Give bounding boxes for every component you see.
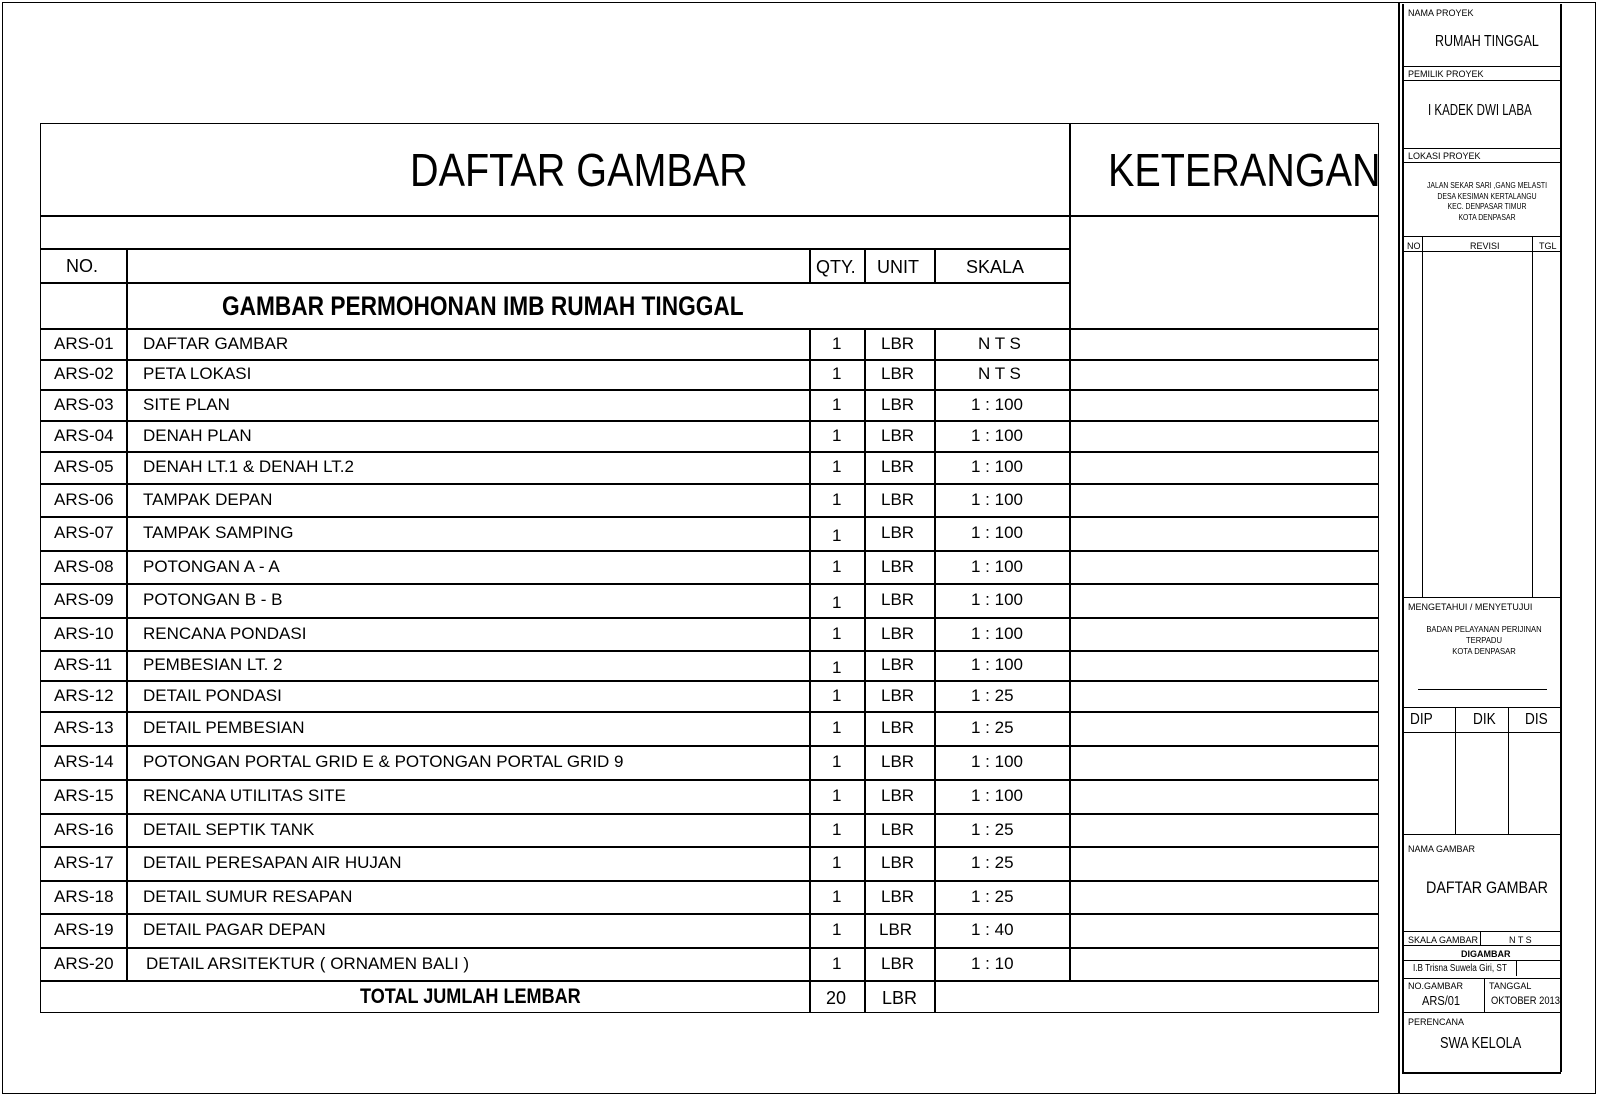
row-number: ARS-19 xyxy=(54,920,114,939)
signature-line xyxy=(1418,689,1547,690)
row-drawing-name: DENAH LT.1 & DENAH LT.2 xyxy=(143,457,354,476)
row-unit: LBR xyxy=(881,887,915,906)
title-block-bottom-border xyxy=(1402,1072,1561,1074)
row-scale: 1 : 100 xyxy=(971,523,1023,542)
drawn-by-label: DIGAMBAR xyxy=(1461,949,1511,959)
drawing-name-label: NAMA GAMBAR xyxy=(1408,844,1476,854)
row-qty: 1 xyxy=(832,334,842,353)
divider xyxy=(1402,162,1561,163)
row-drawing-name: DETAIL PAGAR DEPAN xyxy=(143,920,326,939)
row-qty: 1 xyxy=(832,658,842,677)
row-divider xyxy=(40,550,1379,552)
row-divider xyxy=(40,617,1379,619)
divider xyxy=(1402,80,1561,81)
total-unit: LBR xyxy=(882,988,918,1008)
revision-no-header: NO xyxy=(1407,241,1421,251)
divider xyxy=(1402,834,1561,835)
row-drawing-name: PEMBESIAN LT. 2 xyxy=(143,655,283,674)
row-drawing-name: DENAH PLAN xyxy=(143,426,252,445)
header-divider xyxy=(40,328,1379,330)
row-number: ARS-03 xyxy=(54,395,114,414)
row-divider xyxy=(40,913,1379,915)
drawing-no-col-line xyxy=(1484,978,1485,1012)
divider xyxy=(1402,707,1561,708)
row-drawing-name: DETAIL ARSITEKTUR ( ORNAMEN BALI ) xyxy=(146,954,470,973)
planner-name: SWA KELOLA xyxy=(1440,1035,1522,1052)
row-divider xyxy=(40,779,1379,781)
row-drawing-name: DETAIL PONDASI xyxy=(143,686,282,705)
row-scale: 1 : 100 xyxy=(971,490,1023,509)
row-drawing-name: DETAIL PEMBESIAN xyxy=(143,718,305,737)
header-divider xyxy=(40,282,1069,284)
sign-col-line xyxy=(1455,707,1456,834)
section-title: GAMBAR PERMOHONAN IMB RUMAH TINGGAL xyxy=(222,291,744,321)
row-divider xyxy=(40,650,1379,652)
row-drawing-name: DAFTAR GAMBAR xyxy=(143,334,289,353)
row-number: ARS-14 xyxy=(54,752,114,771)
row-qty: 1 xyxy=(832,557,842,576)
row-unit: LBR xyxy=(881,655,915,674)
unit-column-divider xyxy=(864,248,866,282)
row-unit: LBR xyxy=(881,334,915,353)
row-divider xyxy=(40,389,1379,391)
remarks-title: KETERANGAN xyxy=(1108,144,1381,196)
row-drawing-name: DETAIL PERESAPAN AIR HUJAN xyxy=(143,853,402,872)
row-qty: 1 xyxy=(832,364,842,383)
divider xyxy=(1402,597,1561,598)
title-block-left-border xyxy=(1398,2,1400,1094)
row-scale: 1 : 40 xyxy=(971,920,1014,939)
row-divider xyxy=(40,583,1379,585)
row-qty: 1 xyxy=(832,395,842,414)
row-number: ARS-12 xyxy=(54,686,114,705)
column-header-scale: SKALA xyxy=(966,257,1025,277)
row-drawing-name: RENCANA UTILITAS SITE xyxy=(143,786,346,805)
row-unit: LBR xyxy=(881,786,915,805)
row-number: ARS-11 xyxy=(54,655,113,674)
revision-col-line xyxy=(1422,236,1423,597)
row-scale: 1 : 100 xyxy=(971,752,1023,771)
row-scale: 1 : 25 xyxy=(971,718,1014,737)
row-scale: 1 : 25 xyxy=(971,686,1014,705)
row-scale: 1 : 100 xyxy=(971,395,1023,414)
row-divider xyxy=(40,483,1379,485)
row-qty: 1 xyxy=(832,426,842,445)
divider xyxy=(1402,148,1561,149)
divider xyxy=(1402,945,1561,946)
date-label: TANGGAL xyxy=(1489,981,1532,991)
row-drawing-name: DETAIL SEPTIK TANK xyxy=(143,820,315,839)
row-number: ARS-20 xyxy=(54,954,114,973)
row-qty: 1 xyxy=(832,820,842,839)
row-number: ARS-06 xyxy=(54,490,114,509)
drawn-by-box-line xyxy=(1516,961,1517,976)
sign-header-dip: DIP xyxy=(1410,711,1433,728)
row-divider xyxy=(40,420,1379,422)
row-scale: 1 : 100 xyxy=(971,655,1023,674)
drawing-no-label: NO.GAMBAR xyxy=(1408,981,1464,991)
row-scale: 1 : 25 xyxy=(971,820,1014,839)
row-divider xyxy=(40,846,1379,848)
row-drawing-name: PETA LOKASI xyxy=(143,364,252,383)
row-divider xyxy=(40,516,1379,518)
row-number: ARS-15 xyxy=(54,786,114,805)
row-qty: 1 xyxy=(832,593,842,612)
divider xyxy=(1402,931,1561,932)
row-number: ARS-10 xyxy=(54,624,114,643)
row-qty: 1 xyxy=(832,887,842,906)
divider xyxy=(1402,978,1561,979)
row-number: ARS-17 xyxy=(54,853,114,872)
row-qty: 1 xyxy=(832,686,842,705)
divider xyxy=(1402,732,1561,733)
divider xyxy=(1402,960,1561,961)
page-title: DAFTAR GAMBAR xyxy=(410,144,748,196)
planner-label: PERENCANA xyxy=(1408,1017,1465,1027)
total-label: TOTAL JUMLAH LEMBAR xyxy=(360,985,581,1008)
row-unit: LBR xyxy=(881,853,915,872)
row-qty: 1 xyxy=(832,457,842,476)
drawn-by: I.B Trisna Suwela Giri, ST xyxy=(1413,963,1507,974)
row-unit: LBR xyxy=(879,920,913,939)
row-scale: 1 : 25 xyxy=(971,853,1014,872)
row-unit: LBR xyxy=(881,624,915,643)
location-address xyxy=(1414,181,1560,223)
address-line: DESA KESIMAN KERTALANGU xyxy=(1437,191,1537,201)
row-number: ARS-13 xyxy=(54,718,114,737)
row-divider xyxy=(40,745,1379,747)
row-drawing-name: TAMPAK DEPAN xyxy=(143,490,273,509)
row-unit: LBR xyxy=(881,523,915,542)
divider xyxy=(1402,251,1561,252)
owner-name: I KADEK DWI LABA xyxy=(1428,102,1532,119)
row-number: ARS-18 xyxy=(54,887,114,906)
row-divider xyxy=(40,680,1379,682)
qty-column-divider xyxy=(809,248,811,282)
row-drawing-name: SITE PLAN xyxy=(143,395,230,414)
row-scale: 1 : 10 xyxy=(971,954,1014,973)
row-divider xyxy=(40,359,1379,361)
row-number: ARS-05 xyxy=(54,457,114,476)
qty-column-divider xyxy=(809,328,811,1013)
row-divider xyxy=(40,711,1379,713)
row-qty: 1 xyxy=(832,752,842,771)
scale-column-divider xyxy=(934,328,936,1013)
row-unit: LBR xyxy=(881,395,915,414)
row-qty: 1 xyxy=(832,624,842,643)
row-number: ARS-02 xyxy=(54,364,114,383)
row-scale: 1 : 100 xyxy=(971,457,1023,476)
row-divider xyxy=(40,947,1379,949)
total-divider xyxy=(40,980,1379,982)
project-name-label: NAMA PROYEK xyxy=(1408,8,1474,18)
column-header-unit: UNIT xyxy=(877,257,919,277)
row-unit: LBR xyxy=(881,718,915,737)
scale-value: N T S xyxy=(1509,935,1532,945)
date-value: OKTOBER 2013 xyxy=(1491,995,1560,1007)
row-unit: LBR xyxy=(881,590,915,609)
drawing-name: DAFTAR GAMBAR xyxy=(1426,878,1548,897)
row-qty: 1 xyxy=(832,786,842,805)
no-column-divider xyxy=(126,248,128,980)
row-unit: LBR xyxy=(881,490,915,509)
row-scale: 1 : 100 xyxy=(971,557,1023,576)
row-unit: LBR xyxy=(881,426,915,445)
row-divider xyxy=(40,880,1379,882)
row-drawing-name: RENCANA PONDASI xyxy=(143,624,307,643)
approval-authority xyxy=(1412,624,1556,657)
row-number: ARS-07 xyxy=(54,523,114,542)
row-scale: N T S xyxy=(978,364,1021,383)
project-name: RUMAH TINGGAL xyxy=(1435,33,1539,50)
revision-date-header: TGL xyxy=(1539,241,1557,251)
row-scale: 1 : 100 xyxy=(971,624,1023,643)
divider xyxy=(1402,66,1561,67)
sign-header-dik: DIK xyxy=(1473,711,1496,728)
row-unit: LBR xyxy=(881,752,915,771)
row-qty: 1 xyxy=(832,526,842,545)
sign-header-dis: DIS xyxy=(1525,711,1548,728)
row-drawing-name: POTONGAN B - B xyxy=(143,590,283,609)
scale-column-divider xyxy=(934,248,936,282)
approval-line: BADAN PELAYANAN PERIJINAN TERPADU xyxy=(1426,624,1542,645)
row-unit: LBR xyxy=(881,457,915,476)
owner-label: PEMILIK PROYEK xyxy=(1408,69,1484,79)
approval-line: KOTA DENPASAR xyxy=(1452,646,1516,656)
row-number: ARS-04 xyxy=(54,426,114,445)
title-block-right-border xyxy=(1560,4,1562,1072)
row-unit: LBR xyxy=(881,557,915,576)
row-divider xyxy=(40,451,1379,453)
row-qty: 1 xyxy=(832,490,842,509)
header-divider xyxy=(40,215,1379,217)
scale-label: SKALA GAMBAR xyxy=(1408,935,1479,945)
row-drawing-name: TAMPAK SAMPING xyxy=(143,523,294,542)
row-divider xyxy=(40,813,1379,815)
revision-col-line xyxy=(1532,236,1533,597)
row-number: ARS-01 xyxy=(54,334,114,353)
row-qty: 1 xyxy=(832,853,842,872)
row-scale: 1 : 100 xyxy=(971,590,1023,609)
row-scale: N T S xyxy=(978,334,1021,353)
row-qty: 1 xyxy=(832,920,842,939)
row-scale: 1 : 100 xyxy=(971,426,1023,445)
row-unit: LBR xyxy=(881,820,915,839)
row-unit: LBR xyxy=(881,364,915,383)
row-unit: LBR xyxy=(881,954,915,973)
column-header-no: NO. xyxy=(66,256,99,276)
scale-col-line xyxy=(1480,931,1481,945)
row-scale: 1 : 100 xyxy=(971,786,1023,805)
title-block-inner-border xyxy=(1402,4,1404,1072)
location-label: LOKASI PROYEK xyxy=(1408,151,1481,161)
address-line: KOTA DENPASAR xyxy=(1458,212,1516,222)
row-drawing-name: POTONGAN A - A xyxy=(143,557,280,576)
approval-label: MENGETAHUI / MENYETUJUI xyxy=(1408,602,1533,612)
column-header-qty: QTY. xyxy=(816,257,856,277)
sign-col-line xyxy=(1508,707,1509,834)
row-number: ARS-08 xyxy=(54,557,114,576)
unit-column-divider xyxy=(864,328,866,1013)
remarks-divider xyxy=(1069,123,1071,980)
address-line: JALAN SEKAR SARI ,GANG MELASTI xyxy=(1426,181,1548,190)
divider xyxy=(1402,236,1561,237)
row-drawing-name: POTONGAN PORTAL GRID E & POTONGAN PORTAL GRID 9 xyxy=(143,752,624,771)
header-divider xyxy=(40,248,1069,250)
row-drawing-name: DETAIL SUMUR RESAPAN xyxy=(143,887,353,906)
row-unit: LBR xyxy=(881,686,915,705)
row-qty: 1 xyxy=(832,954,842,973)
drawing-no: ARS/01 xyxy=(1422,993,1461,1008)
revision-header: REVISI xyxy=(1470,241,1500,251)
row-number: ARS-09 xyxy=(54,590,114,609)
divider xyxy=(1402,1012,1561,1013)
row-number: ARS-16 xyxy=(54,820,114,839)
row-qty: 1 xyxy=(832,718,842,737)
total-qty: 20 xyxy=(826,988,847,1008)
address-line: KEC. DENPASAR TIMUR xyxy=(1447,202,1527,211)
row-scale: 1 : 25 xyxy=(971,887,1014,906)
